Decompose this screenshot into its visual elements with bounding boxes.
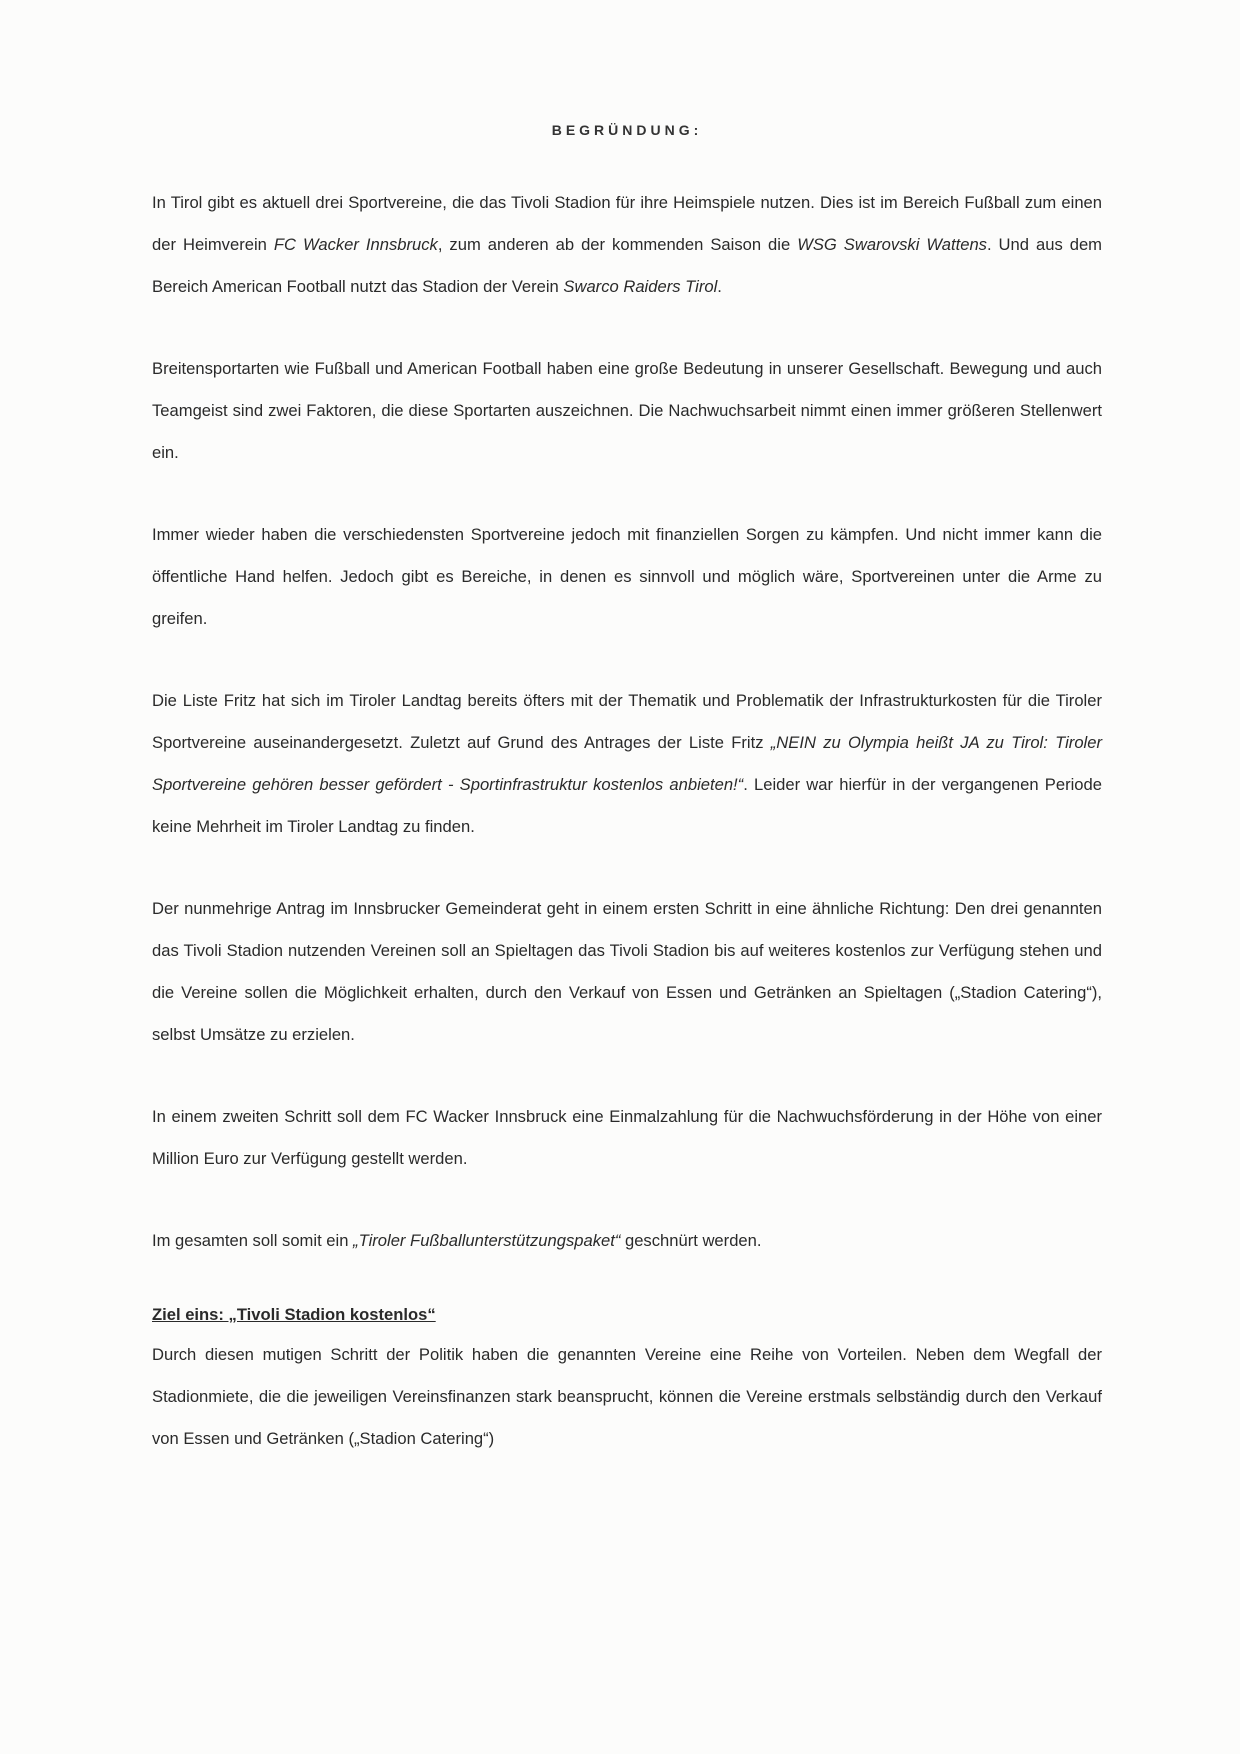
paragraph-text: . Und aus dem Bereich American Football nutzt das Stadion der Verein xyxy=(152,235,1102,296)
paragraph-text: . xyxy=(717,277,722,296)
package-title: „Tiroler Fußballunterstützungspaket“ xyxy=(353,1231,621,1250)
motion-title: „NEIN zu Olympia heißt JA zu Tirol: Tiroler Sportvereine gehören besser gefördert - Sportinfrastruktur kostenlos anbieten!“ xyxy=(152,733,1102,794)
subheading-ziel-eins: Ziel eins: „Tivoli Stadion kostenlos“ xyxy=(152,1305,436,1324)
document-body xyxy=(152,122,1102,1500)
paragraph-clubs xyxy=(152,182,1102,308)
paragraph-finanzen: Immer wieder haben die verschiedensten Sportvereine jedoch mit finanziellen Sorgen zu kämpfen. Und nicht immer kann die öffentliche Hand helfen. Jedoch gibt es Bereiche, in denen es sinnvoll und möglich wäre, Sportvereinen unter die Arme zu greifen. xyxy=(152,525,1102,628)
section-heading: BEGRÜNDUNG: xyxy=(551,122,703,138)
paragraph-text: Die Liste Fritz hat sich im Tiroler Landtag bereits öfters mit der Thematik und Problematik der Infrastrukturkosten für die Tiroler Sportvereine auseinandergesetzt. Zuletzt auf Grund des Antrages der Liste Fritz xyxy=(152,691,1102,752)
paragraph-liste-fritz xyxy=(152,680,1102,848)
paragraph-text: Im gesamten soll somit ein xyxy=(152,1231,354,1250)
paragraph-antrag: Der nunmehrige Antrag im Innsbrucker Gemeinderat geht in einem ersten Schritt in eine ähnliche Richtung: Den drei genannten das Tivoli Stadion nutzenden Vereinen soll an Spieltagen das Tivoli Stadion bis auf weiteres kostenlos zur Verfügung stehen und die Vereine sollen die Möglichkeit erhalten, durch den Verkauf von Essen und Getränken an Spieltagen („Stadion Catering“), selbst Umsätze zu erzielen. xyxy=(152,899,1102,1044)
club-name-wacker: FC Wacker Innsbruck xyxy=(273,235,438,254)
paragraph-einmalzahlung: In einem zweiten Schritt soll dem FC Wacker Innsbruck eine Einmalzahlung für die Nachwuchsförderung in der Höhe von einer Million Euro zur Verfügung gestellt werden. xyxy=(152,1107,1102,1168)
paragraph-breitensport: Breitensportarten wie Fußball und American Football haben eine große Bedeutung in unserer Gesellschaft. Bewegung und auch Teamgeist sind zwei Faktoren, die diese Sportarten auszeichnen. Die Nachwuchsarbeit nimmt einen immer größeren Stellenwert ein. xyxy=(152,359,1102,462)
club-name-raiders: Swarco Raiders Tirol xyxy=(563,277,718,296)
paragraph-ziel-eins: Durch diesen mutigen Schritt der Politik haben die genannten Vereine eine Reihe von Vorteilen. Neben dem Wegfall der Stadionmiete, die die jeweiligen Vereinsfinanzen stark beansprucht, können die Vereine erstmals selbständig durch den Verkauf von Essen und Getränken („Stadion Catering“) xyxy=(152,1345,1102,1448)
paragraph-paket xyxy=(152,1220,1102,1262)
paragraph-text: , zum anderen ab der kommenden Saison die xyxy=(437,235,798,254)
paragraph-text: . Leider war hierfür in der vergangenen Periode keine Mehrheit im Tiroler Landtag zu finden. xyxy=(152,775,1102,836)
paragraph-text: geschnürt werden. xyxy=(620,1231,762,1250)
club-name-wattens: WSG Swarovski Wattens xyxy=(797,235,987,254)
paragraph-text: In Tirol gibt es aktuell drei Sportvereine, die das Tivoli Stadion für ihre Heimspiele nutzen. Dies ist im Bereich Fußball zum einen der Heimverein xyxy=(152,193,1102,254)
